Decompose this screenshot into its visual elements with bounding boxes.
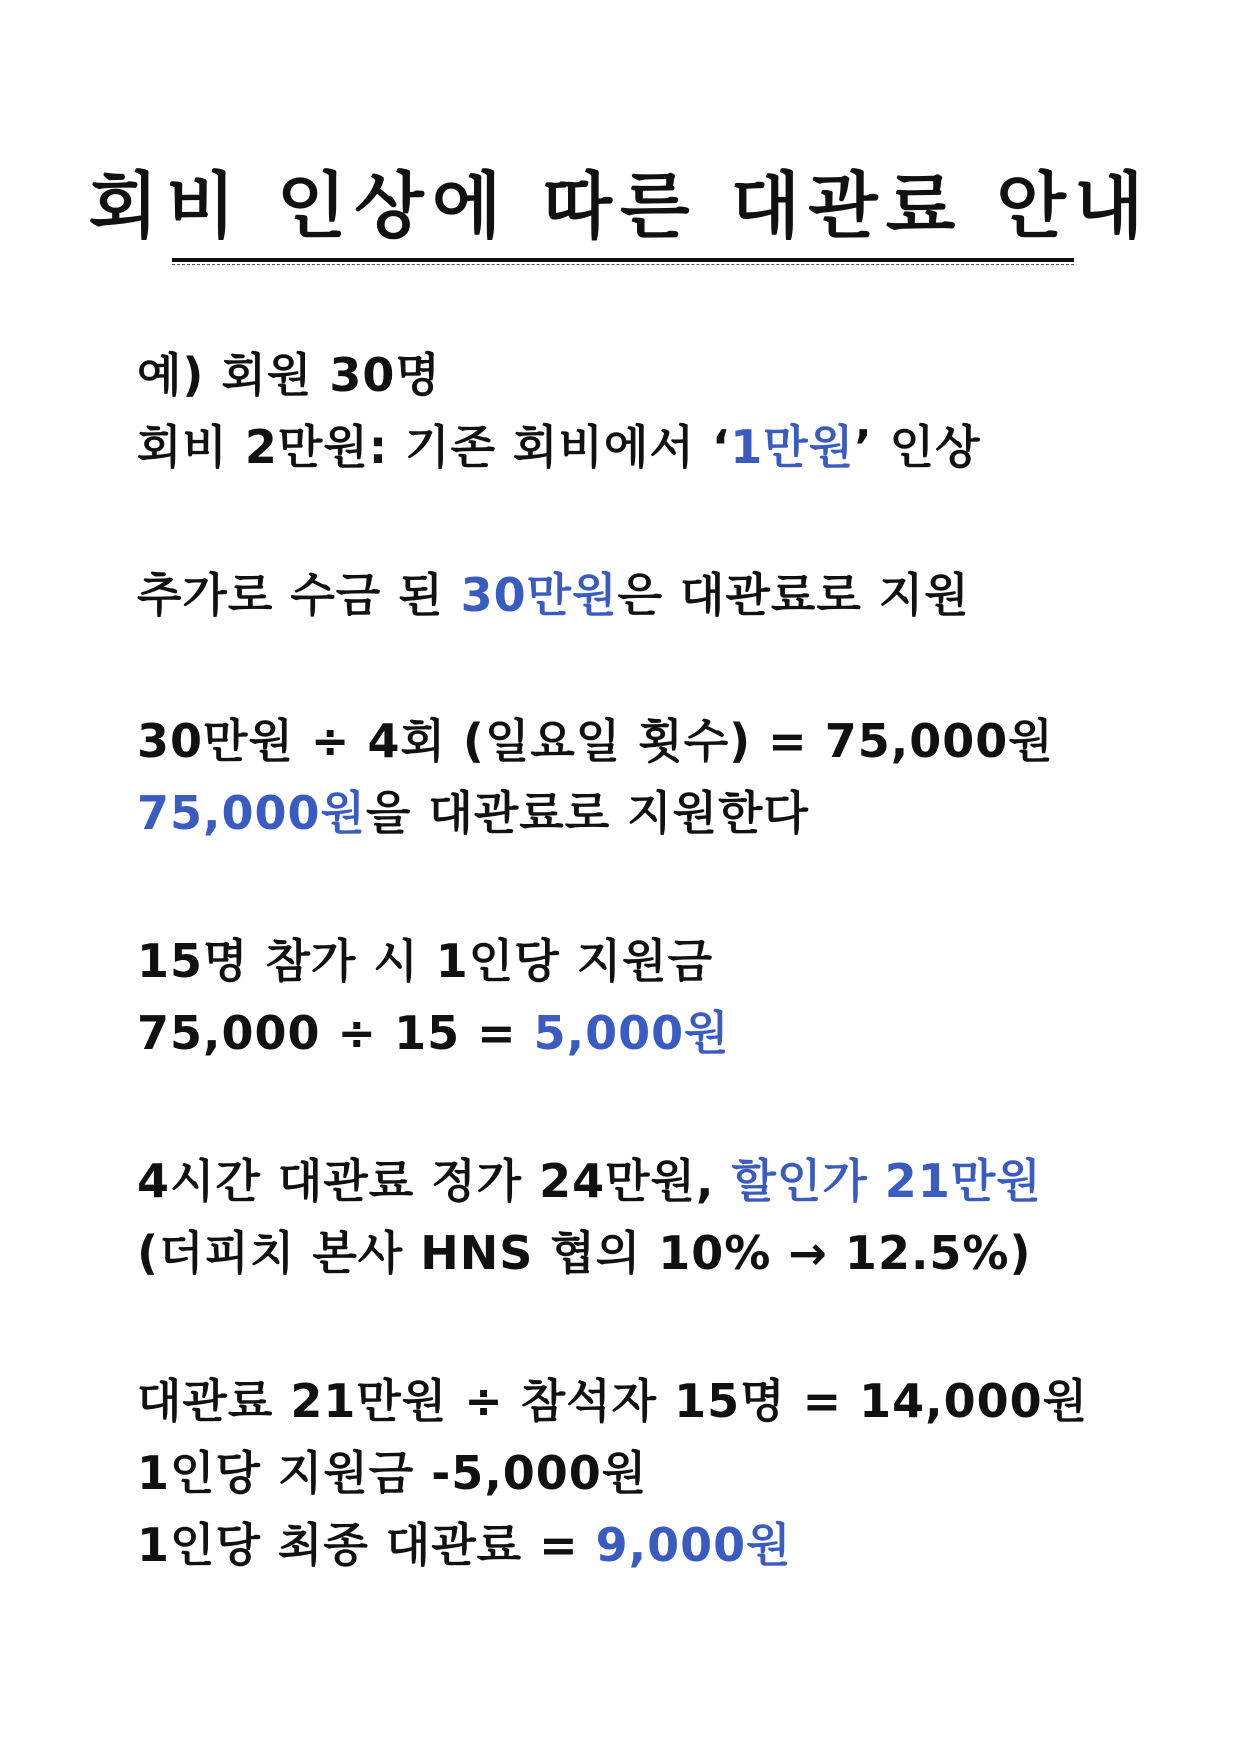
- title-underline-dashed: [172, 264, 1074, 265]
- per-person-calc-line: [137, 1006, 730, 1060]
- title-underline: [172, 258, 1074, 262]
- per-person-calc: 75,000 ÷ 15 =: [137, 1006, 534, 1060]
- example-line: [137, 348, 441, 402]
- division-line: [137, 714, 1054, 768]
- division-text: 30만원 ÷ 4회 (일요일 횟수) = 75,000원: [137, 714, 1054, 768]
- fee-increase-highlight: 1만원: [730, 420, 855, 474]
- final-fee-text: 1인당 최종 대관료 =: [137, 1518, 596, 1572]
- fee-text-end: ’ 인상: [854, 420, 981, 474]
- final-fee-line: [137, 1518, 792, 1572]
- per-person-heading-line: [137, 934, 714, 988]
- discount-note-line: [137, 1226, 1032, 1280]
- per-person-amount-highlight: 5,000원: [533, 1006, 730, 1060]
- support-line: [137, 786, 809, 840]
- rental-price-text: 4시간 대관료 정가 24만원,: [137, 1154, 732, 1208]
- support-amount-highlight: 75,000원: [137, 786, 366, 840]
- collected-line: [137, 568, 970, 622]
- per-person-heading: 15명 참가 시 1인당 지원금: [137, 934, 714, 988]
- page-title: 회비 인상에 따른 대관료 안내: [88, 164, 1152, 248]
- rental-division-text: 대관료 21만원 ÷ 참석자 15명 = 14,000원: [137, 1374, 1089, 1428]
- subsidy-line: [137, 1446, 648, 1500]
- example-text: 예) 회원 30명: [137, 348, 441, 402]
- support-text: 을 대관료로 지원한다: [365, 786, 809, 840]
- final-fee-highlight: 9,000원: [595, 1518, 792, 1572]
- rental-division-line: [137, 1374, 1089, 1428]
- collected-text-end: 은 대관료로 지원: [617, 568, 970, 622]
- collected-amount-highlight: 30만원: [460, 568, 618, 622]
- discount-price-highlight: 할인가 21만원: [731, 1154, 1042, 1208]
- rental-price-line: [137, 1154, 1042, 1208]
- fee-line: [137, 420, 981, 474]
- collected-text: 추가로 수금 된: [137, 568, 461, 622]
- fee-text: 회비 2만원: 기존 회비에서 ‘: [137, 420, 731, 474]
- subsidy-text: 1인당 지원금 -5,000원: [137, 1446, 648, 1500]
- discount-note: (더피치 본사 HNS 협의 10% → 12.5%): [137, 1226, 1032, 1280]
